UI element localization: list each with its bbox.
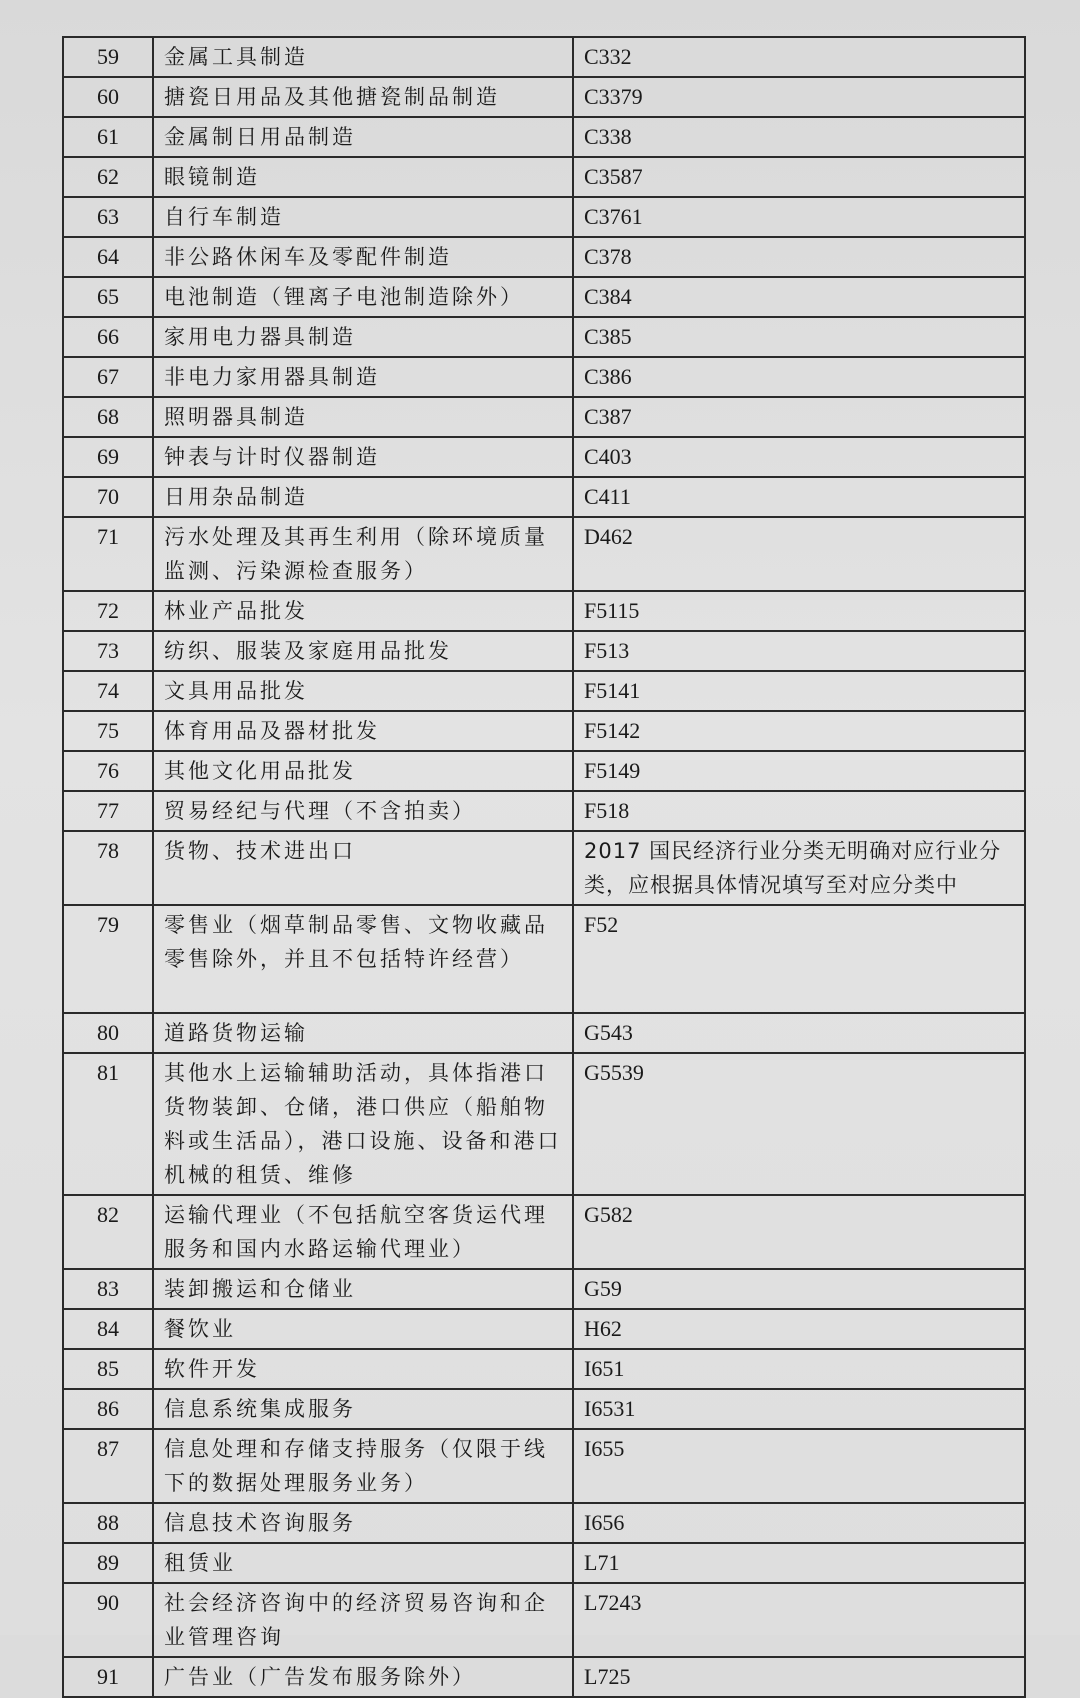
industry-code: C378 [573, 237, 1025, 277]
table-row [63, 1503, 1025, 1543]
industry-name: 非公路休闲车及零配件制造 [153, 237, 573, 277]
table-row [63, 477, 1025, 517]
industry-name: 钟表与计时仪器制造 [153, 437, 573, 477]
industry-name: 社会经济咨询中的经济贸易咨询和企业管理咨询 [153, 1583, 573, 1657]
row-number: 85 [63, 1349, 153, 1389]
industry-code: C338 [573, 117, 1025, 157]
row-number: 73 [63, 631, 153, 671]
industry-name: 金属工具制造 [153, 37, 573, 77]
industry-code: C403 [573, 437, 1025, 477]
industry-name: 运输代理业（不包括航空客货运代理服务和国内水路运输代理业） [153, 1195, 573, 1269]
table-row [63, 397, 1025, 437]
table-row [63, 1053, 1025, 1195]
industry-code: D462 [573, 517, 1025, 591]
industry-code: F5149 [573, 751, 1025, 791]
industry-code-note: 2017 国民经济行业分类无明确对应行业分类，应根据具体情况填写至对应分类中 [573, 831, 1025, 905]
table-row [63, 1657, 1025, 1697]
row-number: 89 [63, 1543, 153, 1583]
industry-name: 污水处理及其再生利用（除环境质量监测、污染源检查服务） [153, 517, 573, 591]
industry-name: 其他水上运输辅助活动，具体指港口货物装卸、仓储，港口供应（船舶物料或生活品），港口设施、设备和港口机械的租赁、维修 [153, 1053, 573, 1195]
industry-name: 货物、技术进出口 [153, 831, 573, 905]
industry-code: C411 [573, 477, 1025, 517]
table-row [63, 237, 1025, 277]
row-number: 65 [63, 277, 153, 317]
industry-name: 装卸搬运和仓储业 [153, 1269, 573, 1309]
table-row [63, 197, 1025, 237]
industry-name: 体育用品及器材批发 [153, 711, 573, 751]
table-row [63, 77, 1025, 117]
table-row [63, 1389, 1025, 1429]
industry-code: C386 [573, 357, 1025, 397]
industry-name: 文具用品批发 [153, 671, 573, 711]
industry-code: L7243 [573, 1583, 1025, 1657]
industry-code: I651 [573, 1349, 1025, 1389]
table-row [63, 277, 1025, 317]
industry-code: I6531 [573, 1389, 1025, 1429]
row-number: 61 [63, 117, 153, 157]
table-row [63, 751, 1025, 791]
table-row [63, 157, 1025, 197]
row-number: 71 [63, 517, 153, 591]
row-number: 60 [63, 77, 153, 117]
table-row [63, 117, 1025, 157]
row-number: 67 [63, 357, 153, 397]
table-body [63, 37, 1025, 1697]
industry-code: C332 [573, 37, 1025, 77]
table-row [63, 831, 1025, 905]
industry-code: F518 [573, 791, 1025, 831]
table-row [63, 1195, 1025, 1269]
industry-name: 金属制日用品制造 [153, 117, 573, 157]
industry-name: 其他文化用品批发 [153, 751, 573, 791]
row-number: 90 [63, 1583, 153, 1657]
row-number: 78 [63, 831, 153, 905]
industry-name: 非电力家用器具制造 [153, 357, 573, 397]
row-number: 87 [63, 1429, 153, 1503]
row-number: 91 [63, 1657, 153, 1697]
industry-name: 电池制造（锂离子电池制造除外） [153, 277, 573, 317]
table-row [63, 671, 1025, 711]
table-row [63, 1429, 1025, 1503]
row-number: 77 [63, 791, 153, 831]
industry-code: G543 [573, 1013, 1025, 1053]
table-row [63, 905, 1025, 1013]
industry-name: 广告业（广告发布服务除外） [153, 1657, 573, 1697]
table-row [63, 711, 1025, 751]
industry-name: 租赁业 [153, 1543, 573, 1583]
industry-name: 零售业（烟草制品零售、文物收藏品零售除外，并且不包括特许经营） [153, 905, 573, 1013]
row-number: 68 [63, 397, 153, 437]
industry-code: C3587 [573, 157, 1025, 197]
table-row [63, 1013, 1025, 1053]
row-number: 82 [63, 1195, 153, 1269]
industry-name: 贸易经纪与代理（不含拍卖） [153, 791, 573, 831]
table-row [63, 317, 1025, 357]
table-row [63, 357, 1025, 397]
table-row [63, 1349, 1025, 1389]
row-number: 79 [63, 905, 153, 1013]
industry-name: 自行车制造 [153, 197, 573, 237]
row-number: 81 [63, 1053, 153, 1195]
industry-code: G582 [573, 1195, 1025, 1269]
row-number: 69 [63, 437, 153, 477]
industry-code: H62 [573, 1309, 1025, 1349]
row-number: 74 [63, 671, 153, 711]
row-number: 83 [63, 1269, 153, 1309]
industry-code: C384 [573, 277, 1025, 317]
row-number: 64 [63, 237, 153, 277]
row-number: 66 [63, 317, 153, 357]
industry-code: G59 [573, 1269, 1025, 1309]
industry-code: C387 [573, 397, 1025, 437]
industry-code: L725 [573, 1657, 1025, 1697]
industry-name: 信息技术咨询服务 [153, 1503, 573, 1543]
row-number: 72 [63, 591, 153, 631]
industry-code: I655 [573, 1429, 1025, 1503]
table-row [63, 1583, 1025, 1657]
industry-name: 照明器具制造 [153, 397, 573, 437]
row-number: 63 [63, 197, 153, 237]
industry-name: 家用电力器具制造 [153, 317, 573, 357]
industry-name: 林业产品批发 [153, 591, 573, 631]
industry-code: I656 [573, 1503, 1025, 1543]
row-number: 80 [63, 1013, 153, 1053]
table-row [63, 37, 1025, 77]
industry-code: F5115 [573, 591, 1025, 631]
industry-name: 信息处理和存储支持服务（仅限于线下的数据处理服务业务） [153, 1429, 573, 1503]
industry-name: 纺织、服装及家庭用品批发 [153, 631, 573, 671]
industry-name: 软件开发 [153, 1349, 573, 1389]
industry-code: F52 [573, 905, 1025, 1013]
table-row [63, 437, 1025, 477]
table-row [63, 591, 1025, 631]
industry-name: 餐饮业 [153, 1309, 573, 1349]
table-row [63, 791, 1025, 831]
industry-name: 日用杂品制造 [153, 477, 573, 517]
table-row [63, 1309, 1025, 1349]
industry-code: L71 [573, 1543, 1025, 1583]
row-number: 86 [63, 1389, 153, 1429]
industry-code: C3761 [573, 197, 1025, 237]
row-number: 76 [63, 751, 153, 791]
row-number: 88 [63, 1503, 153, 1543]
industry-code: C385 [573, 317, 1025, 357]
row-number: 84 [63, 1309, 153, 1349]
table-row [63, 517, 1025, 591]
row-number: 75 [63, 711, 153, 751]
row-number: 70 [63, 477, 153, 517]
table-row [63, 1269, 1025, 1309]
industry-name: 眼镜制造 [153, 157, 573, 197]
industry-name: 搪瓷日用品及其他搪瓷制品制造 [153, 77, 573, 117]
row-number: 62 [63, 157, 153, 197]
industry-code: F5142 [573, 711, 1025, 751]
industry-code: G5539 [573, 1053, 1025, 1195]
row-number: 59 [63, 37, 153, 77]
industry-code: C3379 [573, 77, 1025, 117]
table-row [63, 1543, 1025, 1583]
industry-name: 道路货物运输 [153, 1013, 573, 1053]
industry-code: F5141 [573, 671, 1025, 711]
industry-code: F513 [573, 631, 1025, 671]
industry-name: 信息系统集成服务 [153, 1389, 573, 1429]
table-row [63, 631, 1025, 671]
industry-classification-table [62, 36, 1026, 1698]
